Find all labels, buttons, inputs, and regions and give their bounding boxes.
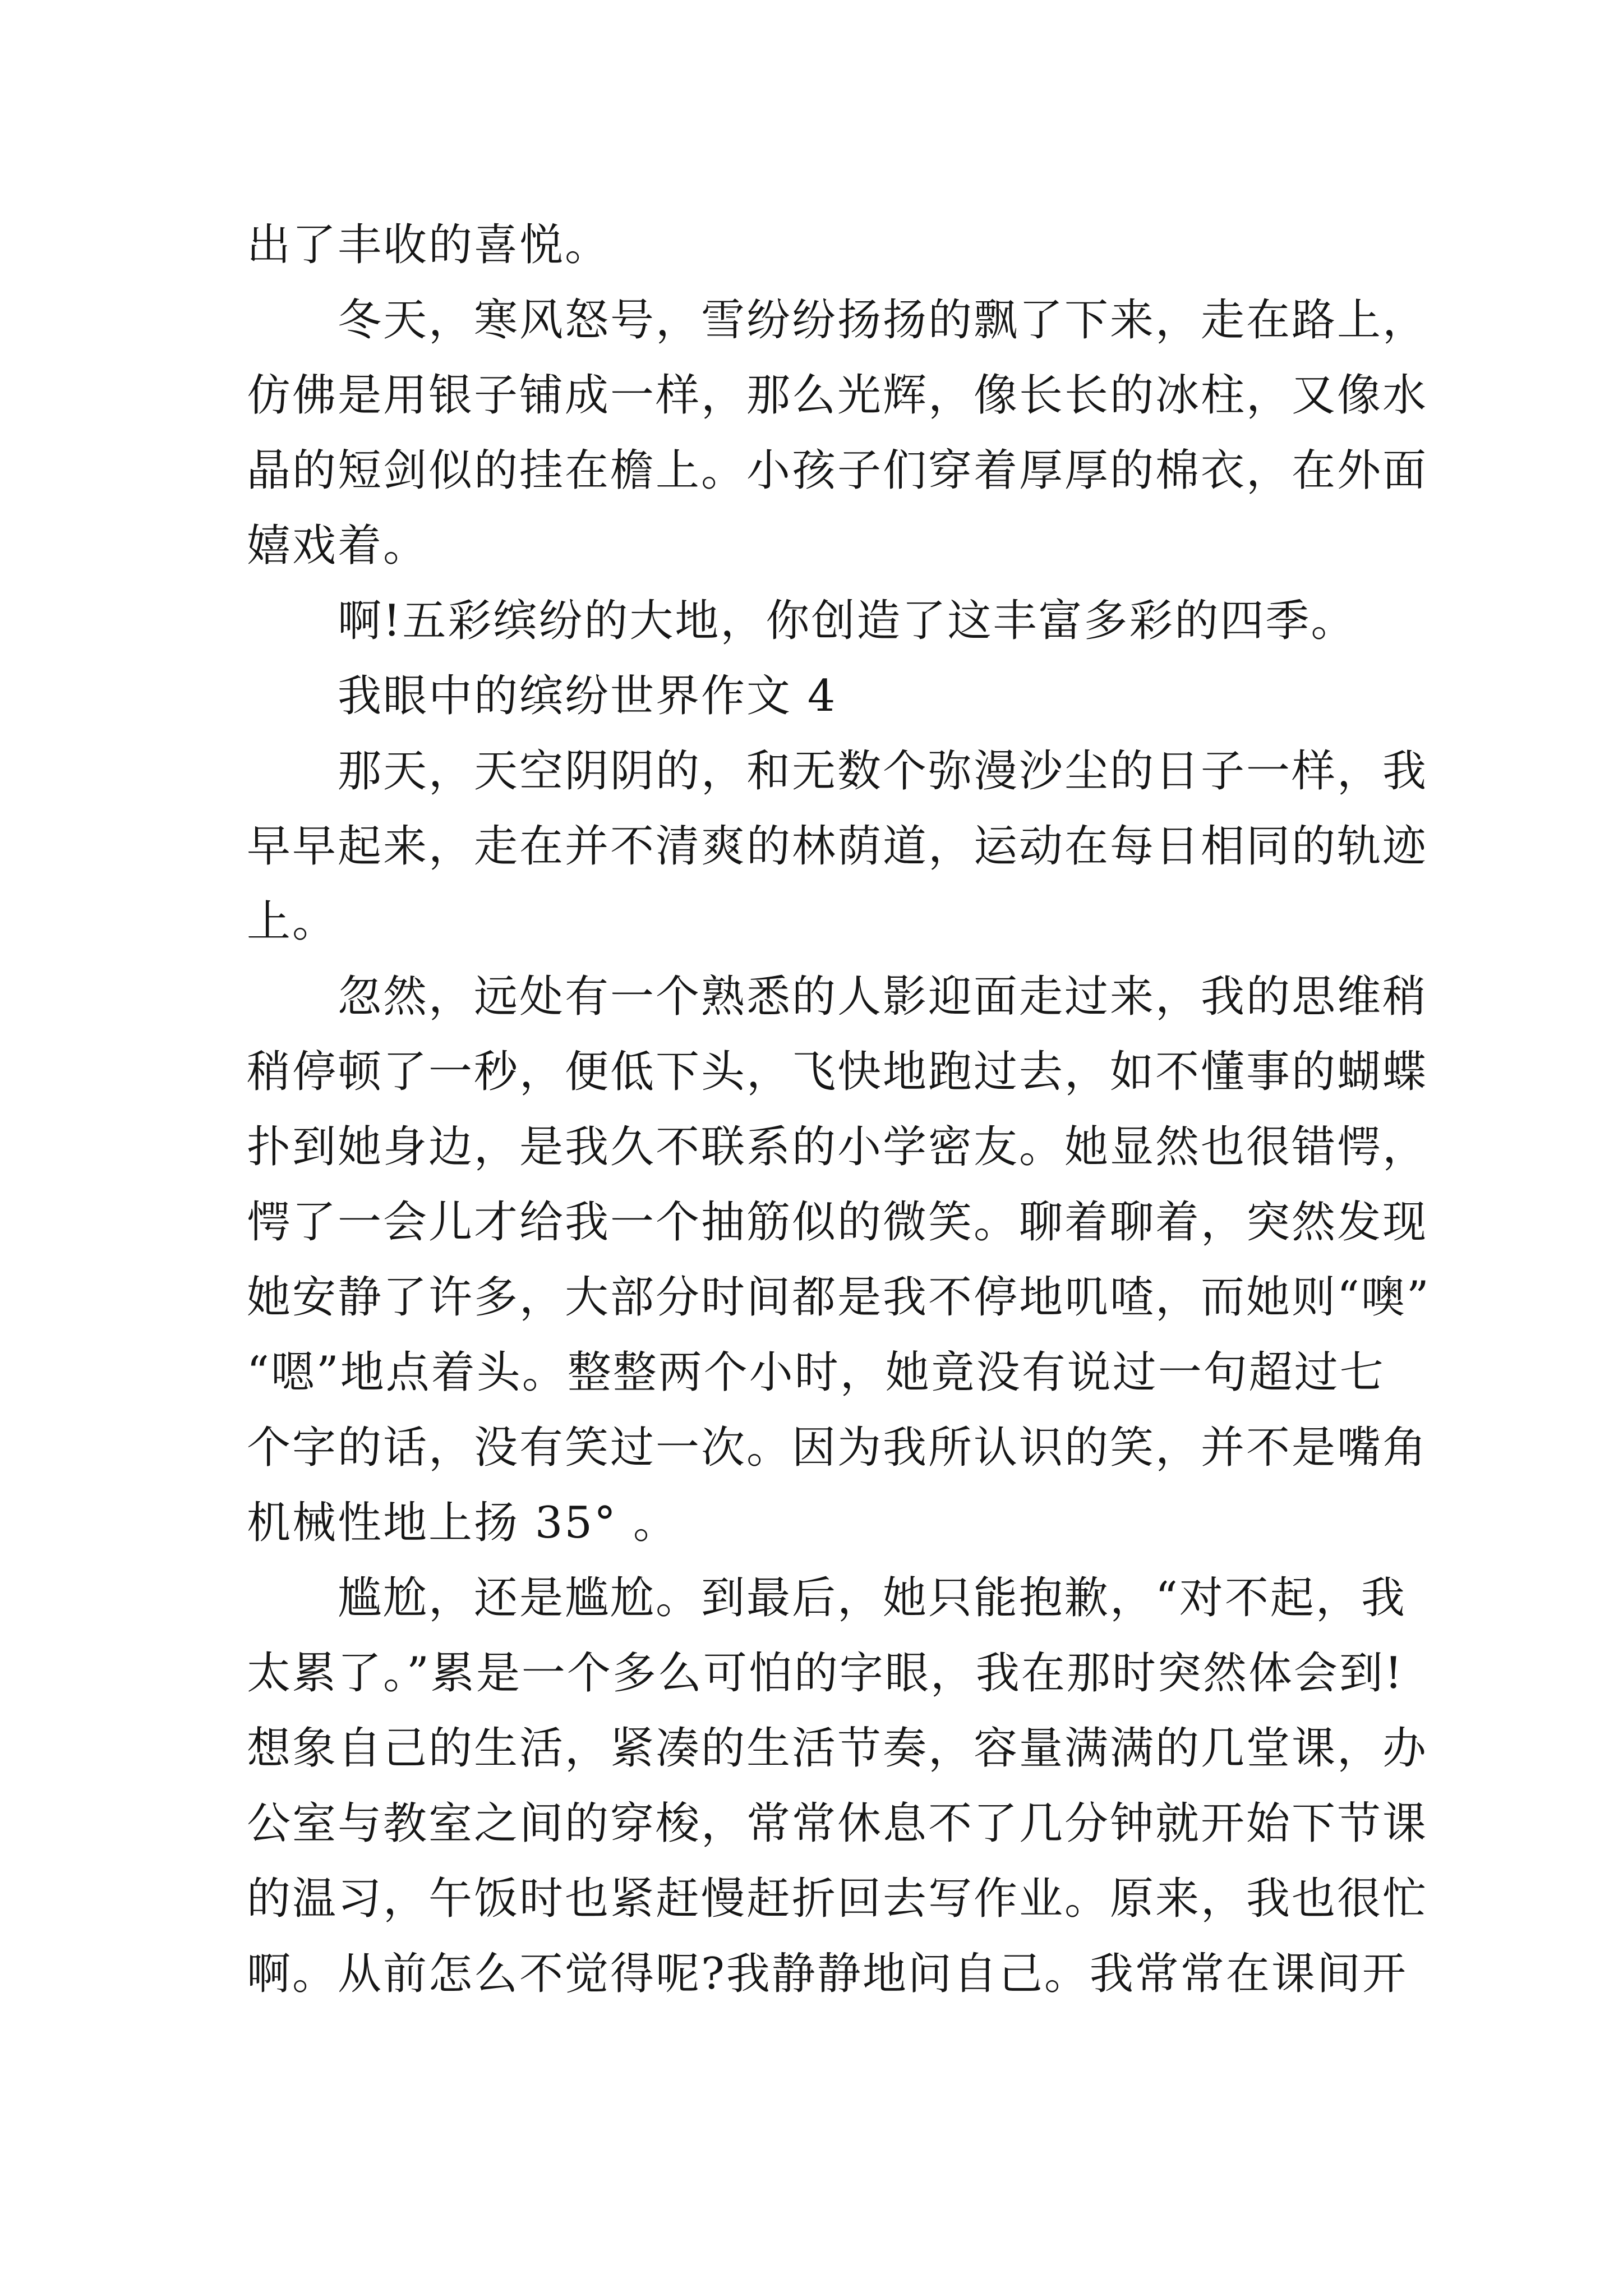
text-line: 忽然，远处有一个熟悉的人影迎面走过来，我的思维稍: [247, 972, 1428, 1022]
text-line: 晶的短剑似的挂在檐上。小孩子们穿着厚厚的棉衣，在外面: [247, 445, 1428, 496]
text-line: 那天，天空阴阴的，和无数个弥漫沙尘的日子一样，我: [247, 746, 1428, 797]
text-line: 稍停顿了一秒，便低下头，飞快地跑过去，如不懂事的蝴蝶: [247, 1047, 1428, 1097]
text-line: 个字的话，没有笑过一次。因为我所认识的笑，并不是嘴角: [247, 1423, 1428, 1473]
essay-body: [247, 208, 1431, 2012]
text-line: 啊!五彩缤纷的大地，你创造了这丰富多彩的四季。: [247, 596, 1357, 646]
text-line: 冬天，寒风怒号，雪纷纷扬扬的飘了下来，走在路上，: [247, 295, 1428, 346]
text-line: 愕了一会儿才给我一个抽筋似的微笑。聊着聊着，突然发现: [247, 1197, 1428, 1248]
text-line: “嗯”地点着头。整整两个小时，她竟没有说过一句超过七: [247, 1347, 1385, 1398]
text-line: 啊。从前怎么不觉得呢?我静静地问自己。我常常在课间开: [247, 1949, 1408, 1999]
text-line: 尴尬，还是尴尬。到最后，她只能抱歉，“对不起，我: [247, 1573, 1407, 1623]
text-line: 想象自己的生活，紧凑的生活节奏，容量满满的几堂课，办: [247, 1723, 1428, 1774]
text-line: 出了丰收的喜悦。: [247, 220, 611, 270]
text-line: 扑到她身边，是我久不联系的小学密友。她显然也很错愕，: [247, 1122, 1428, 1172]
section-heading: 我眼中的缤纷世界作文 4: [247, 671, 837, 721]
text-line: 嬉戏着。: [247, 521, 429, 571]
text-line: 公室与教室之间的穿梭，常常休息不了几分钟就开始下节课: [247, 1798, 1428, 1849]
text-line: 的温习，午饭时也紧赶慢赶折回去写作业。原来，我也很忙: [247, 1874, 1428, 1924]
text-line: 她安静了许多，大部分时间都是我不停地叽喳，而她则“噢”: [247, 1272, 1431, 1323]
text-line: 机械性地上扬 35° 。: [247, 1498, 679, 1548]
text-line: 早早起来，走在并不清爽的林荫道，运动在每日相同的轨迹: [247, 821, 1428, 872]
text-line: 上。: [247, 896, 338, 947]
text-line: 仿佛是用银子铺成一样，那么光辉，像长长的冰柱，又像水: [247, 370, 1428, 421]
text-line: 太累了。”累是一个多么可怕的字眼，我在那时突然体会到!: [247, 1648, 1404, 1699]
